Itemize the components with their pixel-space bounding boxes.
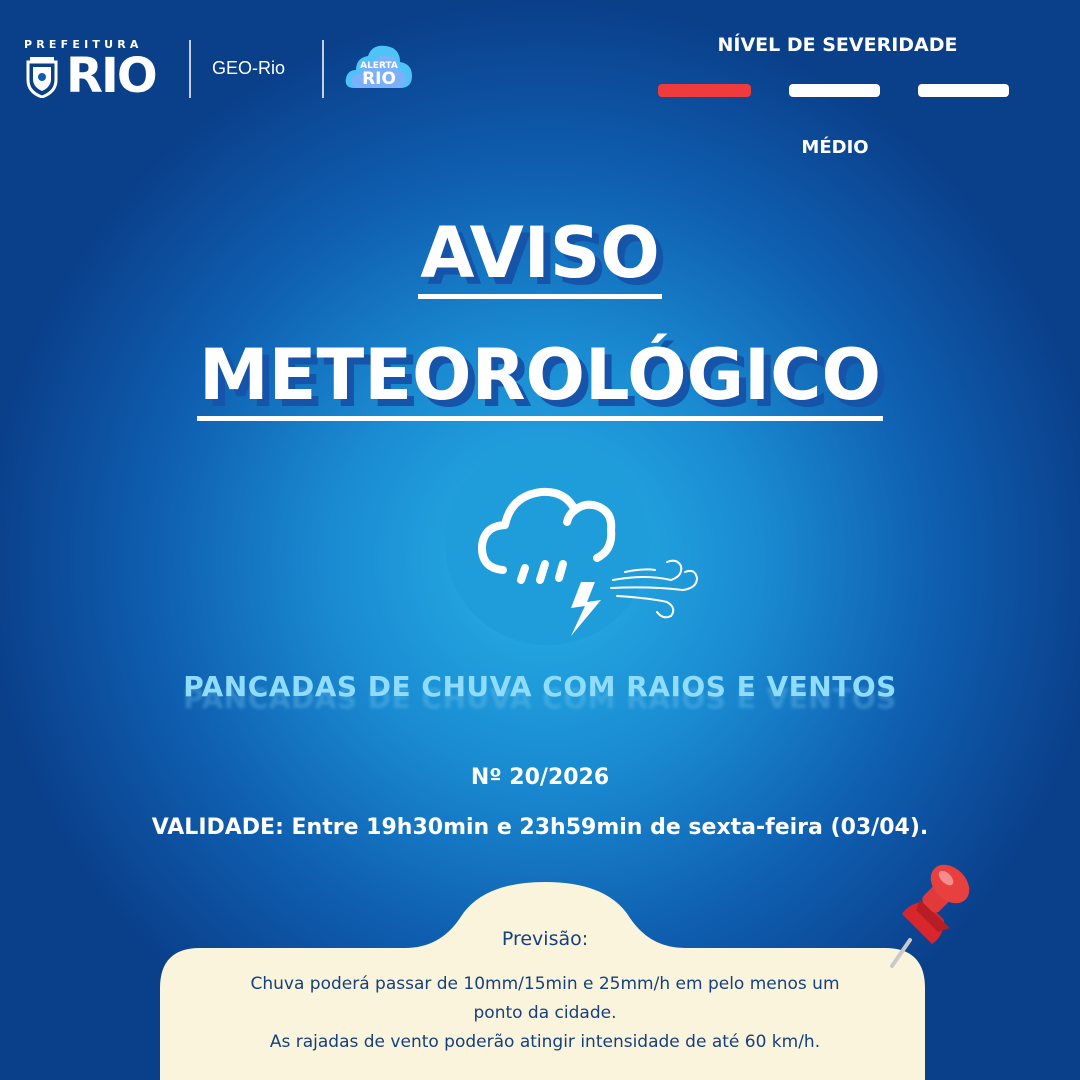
- pushpin-icon: [880, 862, 980, 972]
- severity-title: NÍVEL DE SEVERIDADE: [717, 34, 958, 56]
- severity-bar: [789, 84, 880, 97]
- alerta-rio-logo: [344, 40, 414, 96]
- severity-level: MÉDIO: [801, 137, 869, 158]
- alert-validity: VALIDADE: Entre 19h30min e 23h59min de sexta-feira (03/04).: [151, 815, 929, 840]
- page-title-line1: [0, 208, 1080, 298]
- alert-number: Nº 20/2026: [470, 765, 610, 790]
- logo-prefeitura-label: PREFEITURA: [24, 38, 143, 51]
- prefeitura-rio-logo: [22, 38, 172, 102]
- header-divider: [189, 40, 191, 98]
- alerta-logo-top: ALERTA: [360, 61, 398, 71]
- title-line2-text: METEOROLÓGICO: [197, 334, 883, 421]
- severity-bar: [658, 84, 751, 97]
- header-divider: [322, 40, 324, 98]
- forecast-line: ponto da cidade.: [473, 1003, 617, 1023]
- forecast-text: [200, 970, 890, 1057]
- logo-rio-word: RIO: [66, 48, 156, 104]
- title-line1-text: AVISO: [418, 212, 662, 299]
- geo-rio-logo: GEO-Rio: [212, 58, 286, 78]
- city-crest-icon: [24, 56, 60, 98]
- alert-subtitle: PANCADAS DE CHUVA COM RAIOS E VENTOS: [183, 670, 897, 703]
- alerta-logo-bottom: RIO: [362, 69, 396, 89]
- forecast-line: Chuva poderá passar de 10mm/15min e 25mm/h em pelo menos um: [250, 974, 840, 994]
- rain-thunder-wind-icon: [445, 440, 705, 645]
- page-title-line2: [0, 330, 1080, 420]
- severity-bar: [918, 84, 1009, 97]
- forecast-line: As rajadas de vento poderão atingir intensidade de até 60 km/h.: [269, 1032, 821, 1052]
- forecast-title: Previsão:: [501, 928, 589, 950]
